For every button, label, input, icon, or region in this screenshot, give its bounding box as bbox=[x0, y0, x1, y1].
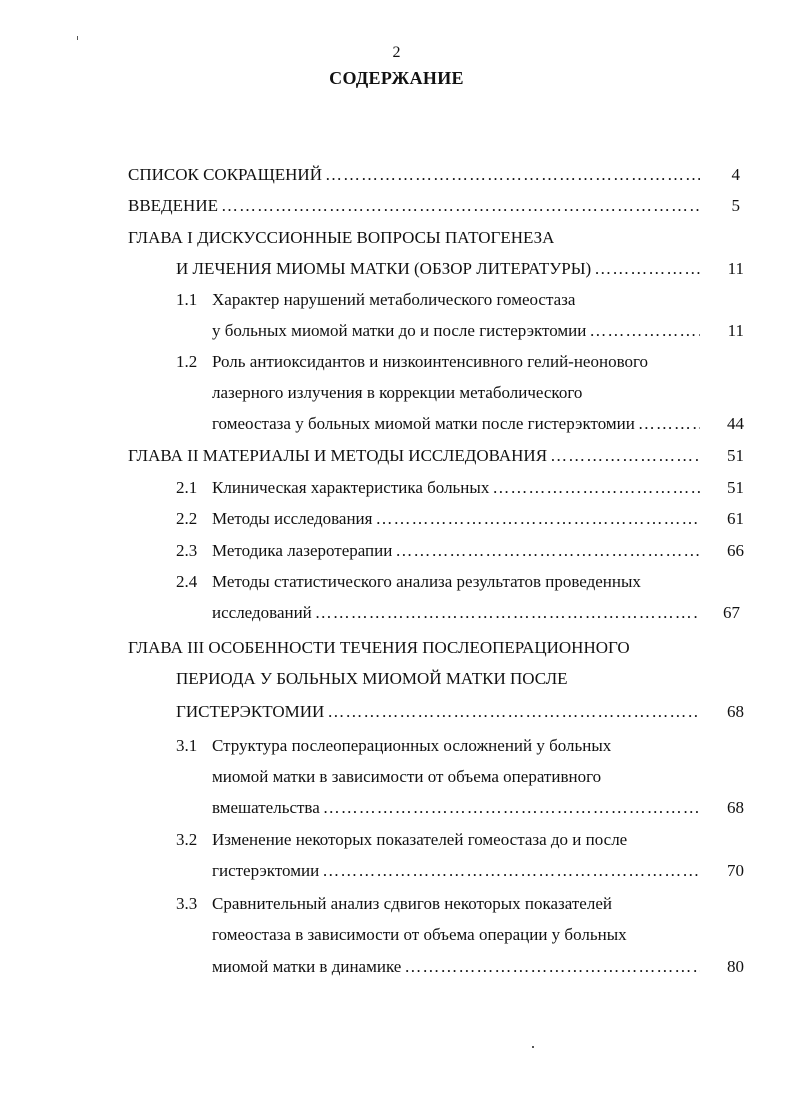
scan-speck bbox=[532, 1046, 534, 1048]
toc-entry-abbreviations[interactable] bbox=[128, 165, 700, 185]
dot-leader bbox=[395, 541, 700, 561]
entry-text: ПЕРИОДА У БОЛЬНЫХ МИОМОЙ МАТКИ ПОСЛЕ bbox=[176, 669, 568, 688]
entry-text: миомой матки в динамике bbox=[212, 957, 402, 976]
dot-leader bbox=[638, 414, 700, 434]
dot-leader bbox=[323, 798, 700, 818]
page-ref: 11 bbox=[727, 259, 744, 278]
entry-text: Сравнительный анализ сдвигов некоторых показателей bbox=[212, 894, 612, 913]
entry-text: И ЛЕЧЕНИЯ МИОМЫ МАТКИ (ОБЗОР ЛИТЕРАТУРЫ) bbox=[176, 259, 592, 278]
page-ref: 51 bbox=[727, 478, 744, 497]
scan-speck bbox=[77, 36, 78, 40]
entry-text: гомеостаза в зависимости от объема операции у больных bbox=[212, 925, 627, 944]
page-ref: 4 bbox=[731, 165, 740, 184]
page-ref: 66 bbox=[727, 541, 744, 560]
dot-leader bbox=[315, 603, 700, 623]
entry-text: Методы статистического анализа результатов проведенных bbox=[212, 572, 641, 591]
dot-leader bbox=[325, 165, 700, 185]
section-number: 2.3 bbox=[176, 541, 198, 560]
entry-text: ГЛАВА III ОСОБЕННОСТИ ТЕЧЕНИЯ ПОСЛЕОПЕРАЦИОННОГО bbox=[128, 638, 630, 657]
page-ref: 5 bbox=[731, 196, 740, 215]
section-number: 1.2 bbox=[176, 352, 198, 371]
entry-text: исследований bbox=[212, 603, 312, 622]
page-ref: 70 bbox=[727, 861, 744, 880]
entry-text: Изменение некоторых показателей гомеостаза до и после bbox=[212, 830, 628, 849]
section-number: 3.2 bbox=[176, 830, 198, 849]
entry-text: ВВЕДЕНИЕ bbox=[128, 196, 218, 215]
page-ref: 68 bbox=[727, 798, 744, 817]
entry-text: Методика лазеротерапии bbox=[212, 541, 393, 560]
toc-entry-chapter-2[interactable] bbox=[128, 446, 700, 466]
section-number: 3.1 bbox=[176, 736, 198, 755]
page-title: СОДЕРЖАНИЕ bbox=[329, 68, 464, 88]
dot-leader bbox=[550, 446, 700, 466]
dot-leader bbox=[404, 957, 700, 977]
toc-entry-introduction[interactable] bbox=[128, 196, 700, 216]
entry-text: гомеостаза у больных миомой матки после гистерэктомии bbox=[212, 414, 635, 433]
entry-text: Методы исследования bbox=[212, 509, 373, 528]
section-number: 2.1 bbox=[176, 478, 198, 497]
entry-text: ГЛАВА I ДИСКУССИОННЫЕ ВОПРОСЫ ПАТОГЕНЕЗА bbox=[128, 228, 555, 247]
dot-leader bbox=[492, 478, 700, 498]
page-ref: 11 bbox=[727, 321, 744, 340]
entry-text: Структура послеоперационных осложнений у больных bbox=[212, 736, 612, 755]
page-ref: 61 bbox=[727, 509, 744, 528]
entry-text: Роль антиоксидантов и низкоинтенсивного гелий-неонового bbox=[212, 352, 649, 371]
page-ref: 67 bbox=[723, 603, 740, 622]
entry-text: вмешательства bbox=[212, 798, 320, 817]
dot-leader bbox=[221, 196, 700, 216]
dot-leader bbox=[327, 702, 700, 722]
dot-leader bbox=[322, 861, 700, 881]
page-ref: 44 bbox=[727, 414, 744, 433]
entry-text: гистерэктомии bbox=[212, 861, 320, 880]
section-number: 1.1 bbox=[176, 290, 198, 309]
entry-text: Характер нарушений метаболического гомеостаза bbox=[212, 290, 576, 309]
dot-leader bbox=[589, 321, 700, 341]
page-ref: 80 bbox=[727, 957, 744, 976]
entry-text: лазерного излучения в коррекции метаболического bbox=[212, 383, 583, 402]
entry-text: миомой матки в зависимости от объема оперативного bbox=[212, 767, 602, 786]
page-ref: 68 bbox=[727, 702, 744, 721]
section-number: 2.2 bbox=[176, 509, 198, 528]
section-number: 3.3 bbox=[176, 894, 198, 913]
dot-leader bbox=[594, 259, 700, 279]
page-ref: 51 bbox=[727, 446, 744, 465]
entry-text: ГИСТЕРЭКТОМИИ bbox=[176, 702, 325, 721]
dot-leader bbox=[375, 509, 700, 529]
page-number: 2 bbox=[392, 44, 401, 61]
entry-text: у больных миомой матки до и после гистерэктомии bbox=[212, 321, 587, 340]
section-number: 2.4 bbox=[176, 572, 198, 591]
entry-text: ГЛАВА II МАТЕРИАЛЫ И МЕТОДЫ ИССЛЕДОВАНИЯ bbox=[128, 446, 548, 465]
entry-text: Клиническая характеристика больных bbox=[212, 478, 490, 497]
entry-text: СПИСОК СОКРАЩЕНИЙ bbox=[128, 165, 322, 184]
